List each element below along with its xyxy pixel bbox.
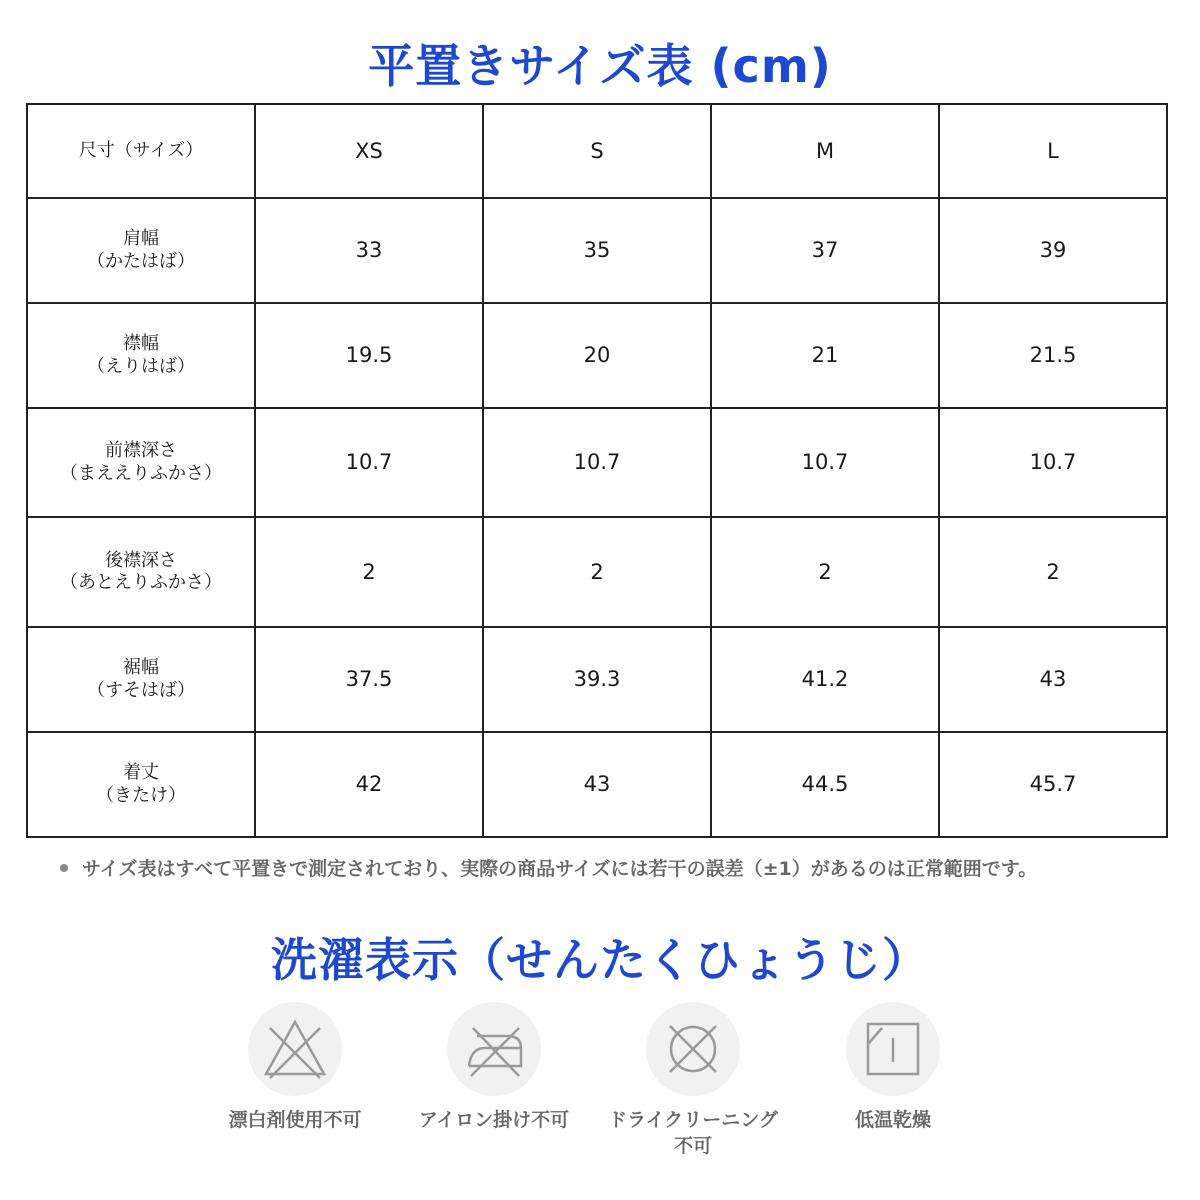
size-chart-title: 平置きサイズ表 (cm) — [368, 39, 832, 93]
table-cell: 10.7 — [711, 408, 939, 517]
row-reading: （きたけ） — [96, 784, 186, 806]
row-name: 裾幅 — [123, 657, 159, 678]
row-label — [27, 408, 255, 517]
table-cell: 37.5 — [255, 627, 483, 732]
tumble-dry-low-icon — [858, 1014, 928, 1084]
no-iron-icon — [459, 1014, 529, 1084]
table-cell: 10.7 — [939, 408, 1167, 517]
care-label-line: アイロン掛け不可 — [418, 1109, 570, 1131]
care-item-tumble-dry-low — [793, 1002, 993, 1134]
table-header-row — [27, 104, 1167, 198]
icon-circle — [846, 1002, 940, 1096]
row-name: 前襟深さ — [105, 440, 177, 461]
bullet-icon — [60, 864, 68, 872]
note-text: サイズ表はすべて平置きで測定されており、実際の商品サイズには若干の誤差（±1）があるのは正常範囲です。 — [82, 858, 1038, 880]
table-cell: 35 — [483, 198, 711, 303]
table-cell: 42 — [255, 732, 483, 837]
care-label-line-2: 不可 — [673, 1134, 712, 1157]
table-cell: 2 — [939, 517, 1167, 627]
row-reading: （すそはば） — [87, 679, 195, 701]
measurement-note — [60, 854, 1180, 881]
table-cell: 43 — [939, 627, 1167, 732]
header-label-cell: 尺寸（サイズ） — [27, 104, 255, 198]
no-dry-clean-icon — [658, 1014, 728, 1084]
table-cell: 19.5 — [255, 303, 483, 408]
table-cell: 45.7 — [939, 732, 1167, 837]
care-label-line: 低温乾燥 — [854, 1109, 931, 1131]
size-header-xs: XS — [255, 104, 483, 198]
table-cell: 2 — [255, 517, 483, 627]
care-title: 洗濯表示（せんたくひょうじ） — [271, 933, 929, 987]
row-label — [27, 198, 255, 303]
no-bleach-icon — [260, 1014, 330, 1084]
care-item-no-iron — [394, 1002, 594, 1134]
table-row-collar-width — [27, 303, 1167, 408]
table-row-shoulder — [27, 198, 1167, 303]
row-label — [27, 627, 255, 732]
size-header-s: S — [483, 104, 711, 198]
row-name: 着丈 — [123, 762, 159, 783]
care-item-no-bleach — [195, 1002, 395, 1134]
care-label — [195, 1108, 395, 1134]
table-cell: 39 — [939, 198, 1167, 303]
table-cell: 20 — [483, 303, 711, 408]
row-label — [27, 303, 255, 408]
table-cell: 21.5 — [939, 303, 1167, 408]
care-label-line: ドライクリーニング — [608, 1109, 778, 1131]
table-cell: 43 — [483, 732, 711, 837]
table-row-hem-width — [27, 627, 1167, 732]
icon-circle — [248, 1002, 342, 1096]
row-label — [27, 732, 255, 837]
care-label — [593, 1108, 793, 1159]
icon-circle — [646, 1002, 740, 1096]
row-name: 肩幅 — [123, 228, 159, 249]
table-cell: 10.7 — [483, 408, 711, 517]
table-cell: 21 — [711, 303, 939, 408]
table-cell: 33 — [255, 198, 483, 303]
size-table — [26, 103, 1168, 838]
icon-circle — [447, 1002, 541, 1096]
table-cell: 2 — [711, 517, 939, 627]
size-header-l: L — [939, 104, 1167, 198]
row-name: 襟幅 — [123, 333, 159, 354]
care-label-line: 漂白剤使用不可 — [228, 1109, 362, 1131]
table-cell: 41.2 — [711, 627, 939, 732]
table-cell: 2 — [483, 517, 711, 627]
care-label — [793, 1108, 993, 1134]
table-cell: 39.3 — [483, 627, 711, 732]
row-label — [27, 517, 255, 627]
row-reading: （あとえりふかさ） — [60, 572, 222, 593]
table-row-back-neck-depth — [27, 517, 1167, 627]
table-cell: 10.7 — [255, 408, 483, 517]
table-cell: 44.5 — [711, 732, 939, 837]
care-label — [394, 1108, 594, 1134]
table-row-front-neck-depth — [27, 408, 1167, 517]
size-header-m: M — [711, 104, 939, 198]
row-reading: （まええりふかさ） — [60, 462, 222, 484]
row-name: 後襟深さ — [105, 549, 177, 571]
table-cell: 37 — [711, 198, 939, 303]
care-item-no-dry-clean — [593, 1002, 793, 1159]
row-reading: （えりはば） — [87, 355, 195, 377]
row-reading: （かたはば） — [87, 250, 195, 272]
table-row-length — [27, 732, 1167, 837]
